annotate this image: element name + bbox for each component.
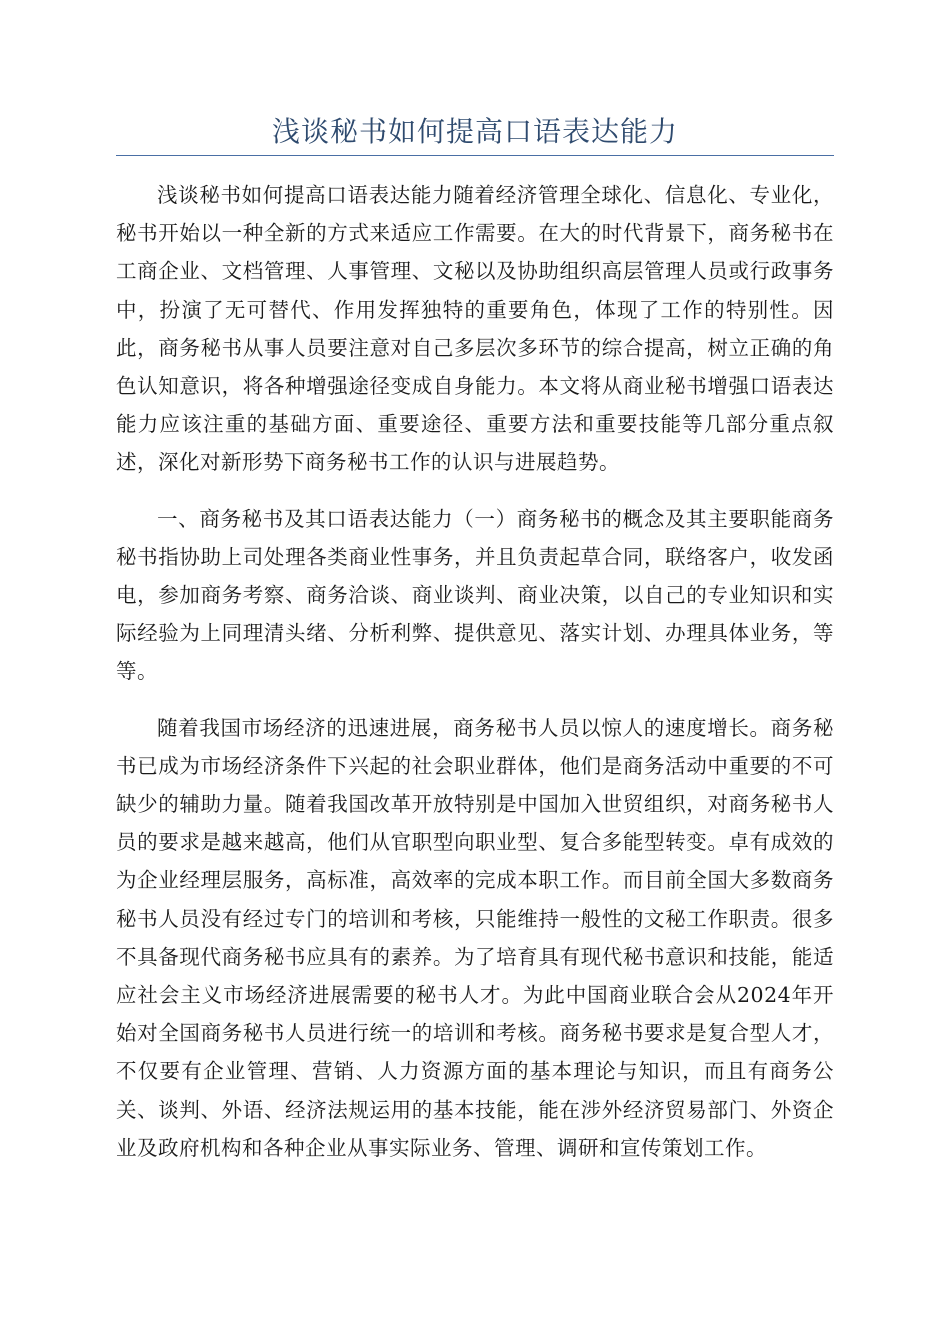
paragraph-section-one: 一、商务秘书及其口语表达能力（一）商务秘书的概念及其主要职能商务秘书指协助上司处理各类商业性事务，并且负责起草合同，联络客户，收发函电，参加商务考察、商务洽谈、商业谈判、商业决策，以自己的专业知识和实际经验为上同理清头绪、分析利弊、提供意见、落实计划、办理具体业务，等等。 (116, 506, 834, 684)
document-body (116, 176, 834, 1185)
paragraph-development: 随着我国市场经济的迅速进展，商务秘书人员以惊人的速度增长。商务秘书已成为市场经济条件下兴起的社会职业群体，他们是商务活动中重要的不可缺少的辅助力量。随着我国改革开放特别是中国加入世贸组织，对商务秘书人员的要求是越来越高，他们从官职型向职业型、复合多能型转变。卓有成效的为企业经理层服务，高标准，高效率的完成本职工作。而目前全国大多数商务秘书人员没有经过专门的培训和考核，只能维持一般性的文秘工作职责。很多不具备现代商务秘书应具有的素养。为了培育具有现代秘书意识和技能，能适应社会主义市场经济进展需要的秘书人才。为此中国商业联合会从2024年开始对全国商务秘书人员进行统一的培训和考核。商务秘书要求是复合型人才，不仅要有企业管理、营销、人力资源方面的基本理论与知识，而且有商务公关、谈判、外语、经济法规运用的基本技能，能在涉外经济贸易部门、外资企业及政府机构和各种企业从事实际业务、管理、调研和宣传策划工作。 (116, 715, 834, 1160)
document-title: 浅谈秘书如何提高口语表达能力 (271, 115, 678, 148)
title-underline (116, 155, 834, 156)
paragraph-intro: 浅谈秘书如何提高口语表达能力随着经济管理全球化、信息化、专业化，秘书开始以一种全新的方式来适应工作需要。在大的时代背景下，商务秘书在工商企业、文档管理、人事管理、文秘以及协助组织高层管理人员或行政事务中，扮演了无可替代、作用发挥独特的重要角色，体现了工作的特别性。因此，商务秘书从事人员要注意对自己多层次多环节的综合提高，树立正确的角色认知意识，将各种增强途径变成自身能力。本文将从商业秘书增强口语表达能力应该注重的基础方面、重要途径、重要方法和重要技能等几部分重点叙述，深化对新形势下商务秘书工作的认识与进展趋势。 (116, 183, 834, 475)
